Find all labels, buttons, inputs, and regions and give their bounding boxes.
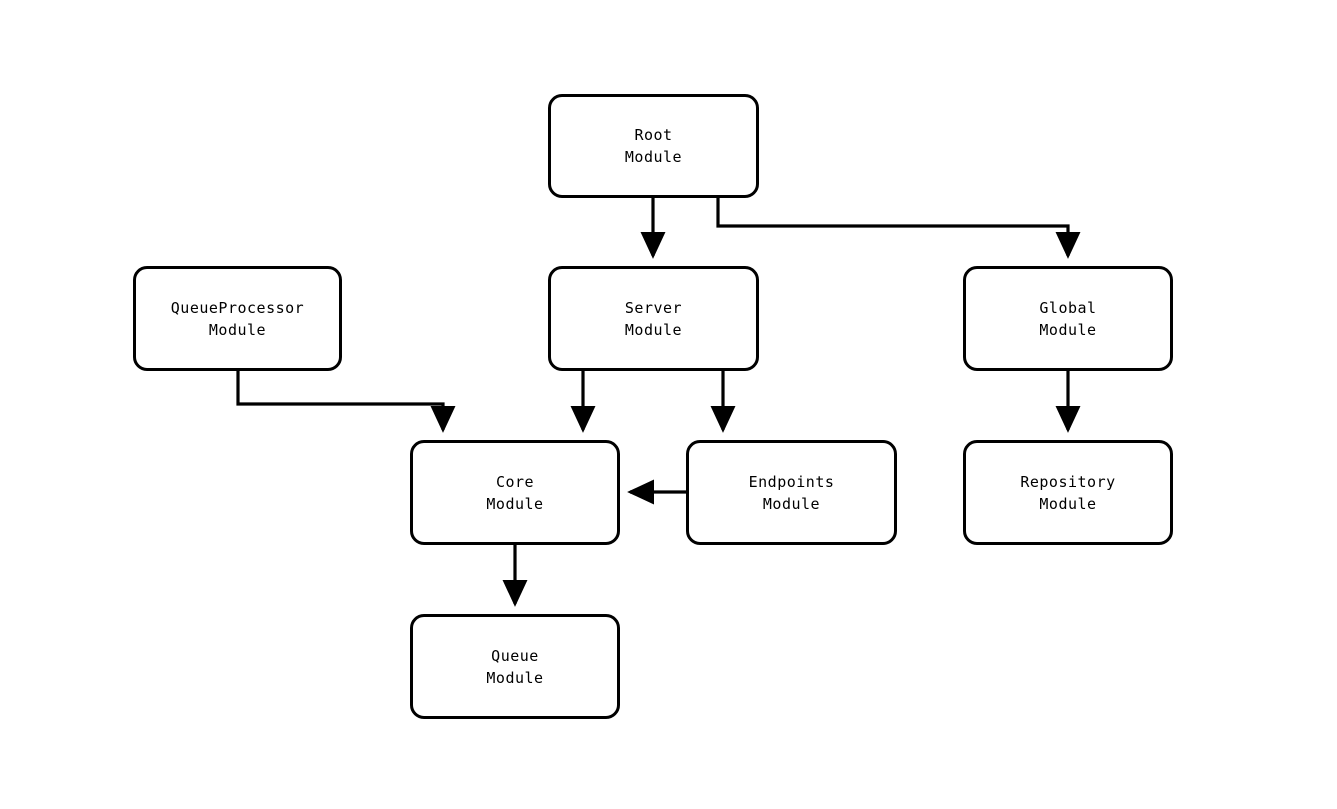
node-global[interactable]	[963, 266, 1173, 371]
node-queue-line2: Module	[486, 668, 544, 687]
node-server[interactable]	[548, 266, 759, 371]
node-repository-line2: Module	[1039, 494, 1097, 513]
node-repository[interactable]	[963, 440, 1173, 545]
node-root-line1: Root	[634, 126, 673, 144]
node-server-line1: Server	[624, 298, 683, 317]
node-endpoints-line1: Endpoints	[748, 472, 835, 491]
edge-queueprocessor-to-core	[238, 371, 443, 430]
node-queue-line1: Queue	[491, 646, 539, 665]
node-global-line2: Module	[1039, 320, 1097, 339]
node-server-line2: Module	[624, 320, 683, 339]
node-global-line1: Global	[1039, 298, 1097, 317]
node-endpoints-line2: Module	[762, 494, 821, 513]
node-endpoints[interactable]	[686, 440, 897, 545]
node-root-line2: Module	[624, 148, 683, 166]
node-queueprocessor[interactable]	[133, 266, 342, 371]
node-repository-line1: Repository	[1020, 472, 1116, 491]
node-root[interactable]	[548, 94, 759, 198]
node-queueprocessor-line2: Module	[208, 320, 267, 339]
node-core-line2: Module	[486, 494, 544, 513]
node-core[interactable]	[410, 440, 620, 545]
node-queueprocessor-line1: QueueProcessor	[170, 298, 305, 317]
node-core-line1: Core	[495, 472, 535, 491]
node-queue[interactable]	[410, 614, 620, 719]
edge-root-to-global	[718, 198, 1068, 256]
